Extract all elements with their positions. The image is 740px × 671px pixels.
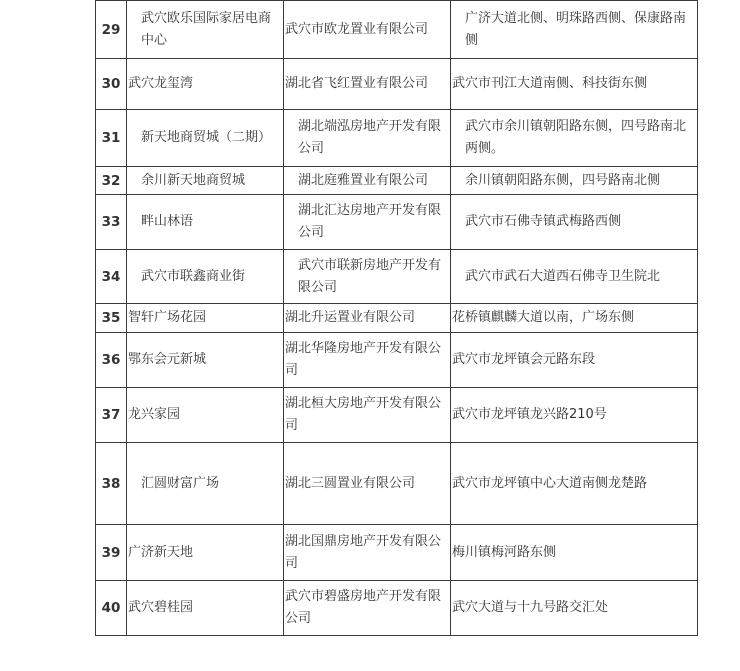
- developer-name: 武穴市碧盛房地产开发有限公司: [284, 581, 451, 636]
- project-location: 武穴市石佛寺镇武梅路西侧: [451, 195, 698, 250]
- project-location: 武穴市武石大道西石佛寺卫生院北: [451, 250, 698, 304]
- project-name: 畔山林语: [127, 195, 284, 250]
- row-number: 29: [96, 1, 127, 59]
- project-location: 余川镇朝阳路东侧，四号路南北侧: [451, 167, 698, 195]
- row-number: 31: [96, 110, 127, 167]
- project-location: 武穴市龙坪镇会元路东段: [451, 333, 698, 388]
- table-row: [96, 333, 698, 388]
- developer-name: 武穴市联新房地产开发有限公司: [284, 250, 451, 304]
- project-location: 花桥镇麒麟大道以南，广场东侧: [451, 304, 698, 333]
- developer-name: 湖北省飞红置业有限公司: [284, 59, 451, 110]
- project-name: 武穴市联鑫商业街: [127, 250, 284, 304]
- table-row: [96, 250, 698, 304]
- project-name: 广济新天地: [127, 525, 284, 581]
- row-number: 32: [96, 167, 127, 195]
- row-number: 34: [96, 250, 127, 304]
- project-name: 余川新天地商贸城: [127, 167, 284, 195]
- table-row: [96, 110, 698, 167]
- project-location: 武穴市余川镇朝阳路东侧，四号路南北两侧。: [451, 110, 698, 167]
- row-number: 40: [96, 581, 127, 636]
- project-name: 鄂东会元新城: [127, 333, 284, 388]
- table-row: [96, 1, 698, 59]
- row-number: 35: [96, 304, 127, 333]
- project-name: 武穴龙玺湾: [127, 59, 284, 110]
- project-location: 武穴大道与十九号路交汇处: [451, 581, 698, 636]
- row-number: 36: [96, 333, 127, 388]
- row-number: 33: [96, 195, 127, 250]
- table-row: [96, 581, 698, 636]
- project-name: 智轩广场花园: [127, 304, 284, 333]
- project-name: 武穴碧桂园: [127, 581, 284, 636]
- project-location: 梅川镇梅河路东侧: [451, 525, 698, 581]
- project-location: 广济大道北侧、明珠路西侧、保康路南侧: [451, 1, 698, 59]
- project-table: [95, 0, 698, 636]
- table-row: [96, 195, 698, 250]
- developer-name: 武穴市欧龙置业有限公司: [284, 1, 451, 59]
- row-number: 37: [96, 388, 127, 443]
- developer-name: 湖北三圆置业有限公司: [284, 443, 451, 525]
- project-name: 武穴欧乐国际家居电商中心: [127, 1, 284, 59]
- table-row: [96, 59, 698, 110]
- table-row: [96, 388, 698, 443]
- project-location: 武穴市龙坪镇中心大道南侧龙楚路: [451, 443, 698, 525]
- table-row: [96, 443, 698, 525]
- table-row: [96, 167, 698, 195]
- developer-name: 湖北国鼎房地产开发有限公司: [284, 525, 451, 581]
- row-number: 38: [96, 443, 127, 525]
- row-number: 39: [96, 525, 127, 581]
- developer-name: 湖北桓大房地产开发有限公司: [284, 388, 451, 443]
- project-name: 汇圆财富广场: [127, 443, 284, 525]
- project-name: 新天地商贸城（二期）: [127, 110, 284, 167]
- row-number: 30: [96, 59, 127, 110]
- table-row: [96, 525, 698, 581]
- developer-name: 湖北端泓房地产开发有限公司: [284, 110, 451, 167]
- developer-name: 湖北庭雅置业有限公司: [284, 167, 451, 195]
- developer-name: 湖北升运置业有限公司: [284, 304, 451, 333]
- project-location: 武穴市龙坪镇龙兴路210号: [451, 388, 698, 443]
- table-row: [96, 304, 698, 333]
- developer-name: 湖北汇达房地产开发有限公司: [284, 195, 451, 250]
- project-name: 龙兴家园: [127, 388, 284, 443]
- developer-name: 湖北华隆房地产开发有限公司: [284, 333, 451, 388]
- project-location: 武穴市刊江大道南侧、科技街东侧: [451, 59, 698, 110]
